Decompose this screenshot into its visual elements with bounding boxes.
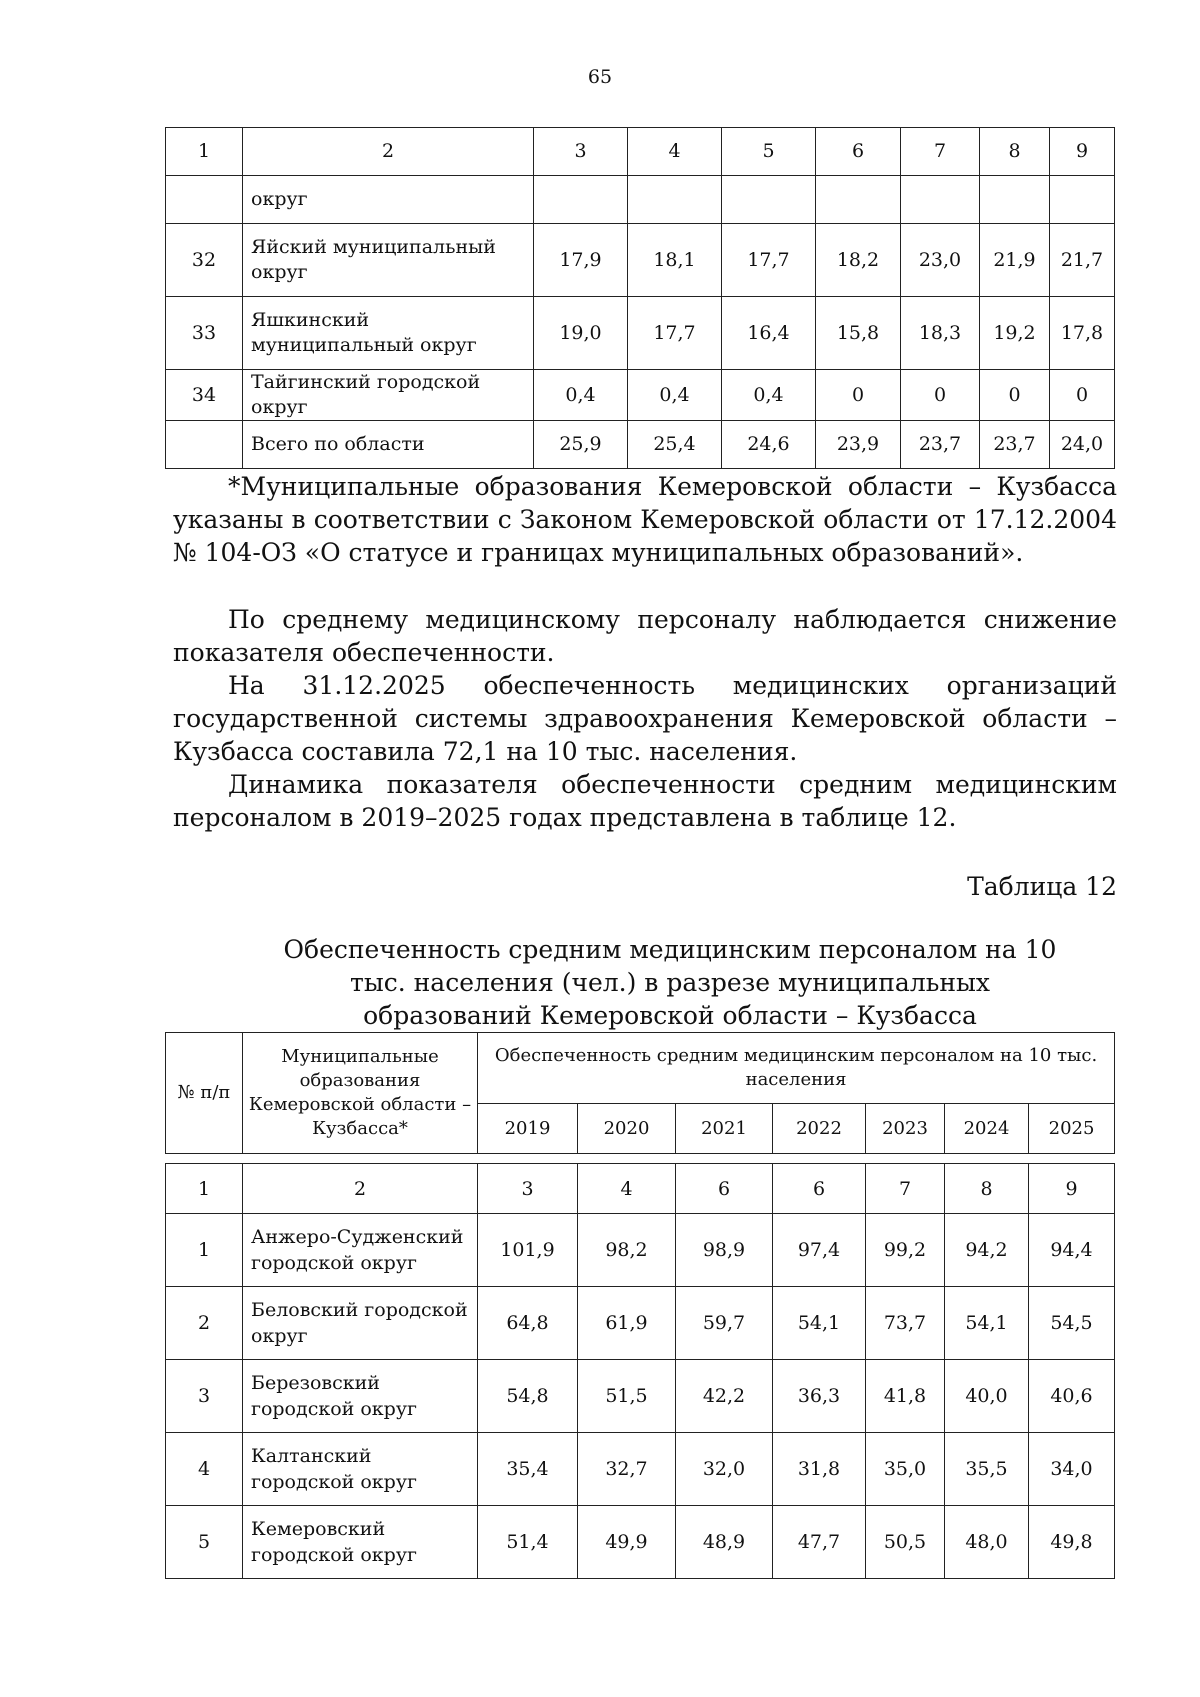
header-cell: 3 xyxy=(534,128,628,176)
column-header-municipality: Муниципальные образования Кемеровской области – Кузбасса* xyxy=(243,1033,478,1154)
municipality-name: Тайгинский городской округ xyxy=(243,370,534,421)
year-header: 2019 xyxy=(478,1104,578,1154)
value-cell: 64,8 xyxy=(478,1287,578,1360)
body-paragraph: Динамика показателя обеспеченности средним медицинским персоналом в 2019–2025 годах представлена в таблице 12. xyxy=(173,770,1117,832)
value-cell: 23,0 xyxy=(901,224,980,297)
municipality-name: Яшкинский муниципальный округ xyxy=(243,297,534,370)
value-cell: 48,9 xyxy=(676,1506,773,1579)
table-row xyxy=(166,176,1115,224)
municipality-name: Кемеровский городской округ xyxy=(243,1506,478,1579)
value-cell xyxy=(816,176,901,224)
value-cell: 0 xyxy=(816,370,901,421)
index-cell: 4 xyxy=(578,1164,676,1214)
value-cell: 15,8 xyxy=(816,297,901,370)
footnote-paragraph: *Муниципальные образования Кемеровской области – Кузбасса указаны в соответствии с Законом Кемеровской области от 17.12.2004 № 104-ОЗ «О статусе и границах муниципальных образований». xyxy=(173,472,1117,567)
header-cell: 7 xyxy=(901,128,980,176)
total-label: Всего по области xyxy=(243,421,534,469)
value-cell: 36,3 xyxy=(773,1360,866,1433)
municipality-name: Калтанский городской округ xyxy=(243,1433,478,1506)
row-number: 5 xyxy=(166,1506,243,1579)
value-cell: 94,4 xyxy=(1029,1214,1115,1287)
value-cell: 23,7 xyxy=(901,421,980,469)
table-row xyxy=(166,224,1115,297)
value-cell: 0 xyxy=(901,370,980,421)
header-cell: 8 xyxy=(980,128,1050,176)
page-number: 65 xyxy=(587,66,613,88)
value-cell: 41,8 xyxy=(866,1360,945,1433)
index-cell: 2 xyxy=(243,1164,478,1214)
column-index-row xyxy=(166,1164,1115,1214)
header-cell: 9 xyxy=(1050,128,1115,176)
value-cell: 21,9 xyxy=(980,224,1050,297)
value-cell: 49,9 xyxy=(578,1506,676,1579)
body-paragraph: На 31.12.2025 обеспеченность медицинских организаций государственной системы здравоохранения Кемеровской области – Кузбасса составила 72,1 на 10 тыс. населения. xyxy=(173,671,1117,766)
value-cell: 23,7 xyxy=(980,421,1050,469)
year-header: 2021 xyxy=(676,1104,773,1154)
table-12-body xyxy=(165,1163,1115,1579)
row-number: 34 xyxy=(166,370,243,421)
value-cell: 98,2 xyxy=(578,1214,676,1287)
table-row xyxy=(166,1287,1115,1360)
value-cell: 40,6 xyxy=(1029,1360,1115,1433)
continuation-table xyxy=(165,127,1115,469)
value-cell: 17,9 xyxy=(534,224,628,297)
value-cell: 19,0 xyxy=(534,297,628,370)
value-cell: 49,8 xyxy=(1029,1506,1115,1579)
value-cell: 51,5 xyxy=(578,1360,676,1433)
value-cell: 47,7 xyxy=(773,1506,866,1579)
value-cell: 94,2 xyxy=(945,1214,1029,1287)
value-cell: 40,0 xyxy=(945,1360,1029,1433)
value-cell: 19,2 xyxy=(980,297,1050,370)
value-cell: 0 xyxy=(1050,370,1115,421)
year-header: 2023 xyxy=(866,1104,945,1154)
header-cell: 1 xyxy=(166,128,243,176)
value-cell: 0,4 xyxy=(628,370,722,421)
table-total-row xyxy=(166,421,1115,469)
index-cell: 7 xyxy=(866,1164,945,1214)
header-cell: 6 xyxy=(816,128,901,176)
value-cell: 73,7 xyxy=(866,1287,945,1360)
value-cell: 61,9 xyxy=(578,1287,676,1360)
column-group-header: Обеспеченность средним медицинским персоналом на 10 тыс. населения xyxy=(478,1033,1115,1104)
table-row xyxy=(166,1433,1115,1506)
row-number: 33 xyxy=(166,297,243,370)
value-cell: 59,7 xyxy=(676,1287,773,1360)
value-cell: 17,7 xyxy=(628,297,722,370)
value-cell xyxy=(901,176,980,224)
table-row xyxy=(166,370,1115,421)
index-cell: 9 xyxy=(1029,1164,1115,1214)
value-cell: 97,4 xyxy=(773,1214,866,1287)
value-cell: 54,1 xyxy=(945,1287,1029,1360)
value-cell: 101,9 xyxy=(478,1214,578,1287)
value-cell: 50,5 xyxy=(866,1506,945,1579)
table-header-row xyxy=(166,128,1115,176)
value-cell: 48,0 xyxy=(945,1506,1029,1579)
header-cell: 2 xyxy=(243,128,534,176)
municipality-name: Яйский муниципальный округ xyxy=(243,224,534,297)
value-cell xyxy=(722,176,816,224)
value-cell: 51,4 xyxy=(478,1506,578,1579)
year-header: 2022 xyxy=(773,1104,866,1154)
row-number xyxy=(166,421,243,469)
value-cell: 54,5 xyxy=(1029,1287,1115,1360)
value-cell: 42,2 xyxy=(676,1360,773,1433)
municipality-name: Беловский городской округ xyxy=(243,1287,478,1360)
value-cell: 0 xyxy=(980,370,1050,421)
municipality-name: Анжеро-Судженский городской округ xyxy=(243,1214,478,1287)
value-cell: 17,8 xyxy=(1050,297,1115,370)
row-number: 3 xyxy=(166,1360,243,1433)
value-cell: 54,8 xyxy=(478,1360,578,1433)
row-number: 32 xyxy=(166,224,243,297)
value-cell: 32,7 xyxy=(578,1433,676,1506)
value-cell: 35,0 xyxy=(866,1433,945,1506)
value-cell: 24,6 xyxy=(722,421,816,469)
value-cell: 24,0 xyxy=(1050,421,1115,469)
index-cell: 1 xyxy=(166,1164,243,1214)
value-cell: 18,1 xyxy=(628,224,722,297)
value-cell: 31,8 xyxy=(773,1433,866,1506)
row-number: 2 xyxy=(166,1287,243,1360)
row-number: 1 xyxy=(166,1214,243,1287)
value-cell: 35,5 xyxy=(945,1433,1029,1506)
value-cell: 21,7 xyxy=(1050,224,1115,297)
value-cell: 23,9 xyxy=(816,421,901,469)
table-row xyxy=(166,297,1115,370)
value-cell: 99,2 xyxy=(866,1214,945,1287)
table-12-header xyxy=(165,1032,1115,1154)
municipality-name: Березовский городской округ xyxy=(243,1360,478,1433)
index-cell: 6 xyxy=(773,1164,866,1214)
index-cell: 6 xyxy=(676,1164,773,1214)
value-cell xyxy=(1050,176,1115,224)
column-header-number: № п/п xyxy=(166,1033,243,1154)
year-header: 2024 xyxy=(945,1104,1029,1154)
table-row xyxy=(166,1506,1115,1579)
value-cell xyxy=(534,176,628,224)
value-cell: 0,4 xyxy=(534,370,628,421)
value-cell: 25,9 xyxy=(534,421,628,469)
year-header: 2025 xyxy=(1029,1104,1115,1154)
value-cell: 18,2 xyxy=(816,224,901,297)
body-paragraph: По среднему медицинскому персоналу наблюдается снижение показателя обеспеченности. xyxy=(173,605,1117,667)
row-number: 4 xyxy=(166,1433,243,1506)
header-cell: 4 xyxy=(628,128,722,176)
year-header: 2020 xyxy=(578,1104,676,1154)
table-title: Обеспеченность средним медицинским персоналом на 10 тыс. населения (чел.) в разрезе муниципальных образований Кемеровской области – Кузбасса xyxy=(283,935,1057,1030)
row-number xyxy=(166,176,243,224)
table-row xyxy=(166,1214,1115,1287)
municipality-name: округ xyxy=(243,176,534,224)
value-cell: 17,7 xyxy=(722,224,816,297)
header-cell: 5 xyxy=(722,128,816,176)
value-cell: 18,3 xyxy=(901,297,980,370)
table-label: Таблица 12 xyxy=(967,872,1117,901)
value-cell xyxy=(628,176,722,224)
value-cell: 0,4 xyxy=(722,370,816,421)
index-cell: 3 xyxy=(478,1164,578,1214)
index-cell: 8 xyxy=(945,1164,1029,1214)
value-cell: 34,0 xyxy=(1029,1433,1115,1506)
value-cell: 54,1 xyxy=(773,1287,866,1360)
value-cell xyxy=(980,176,1050,224)
value-cell: 98,9 xyxy=(676,1214,773,1287)
table-row xyxy=(166,1360,1115,1433)
value-cell: 35,4 xyxy=(478,1433,578,1506)
value-cell: 25,4 xyxy=(628,421,722,469)
value-cell: 16,4 xyxy=(722,297,816,370)
value-cell: 32,0 xyxy=(676,1433,773,1506)
